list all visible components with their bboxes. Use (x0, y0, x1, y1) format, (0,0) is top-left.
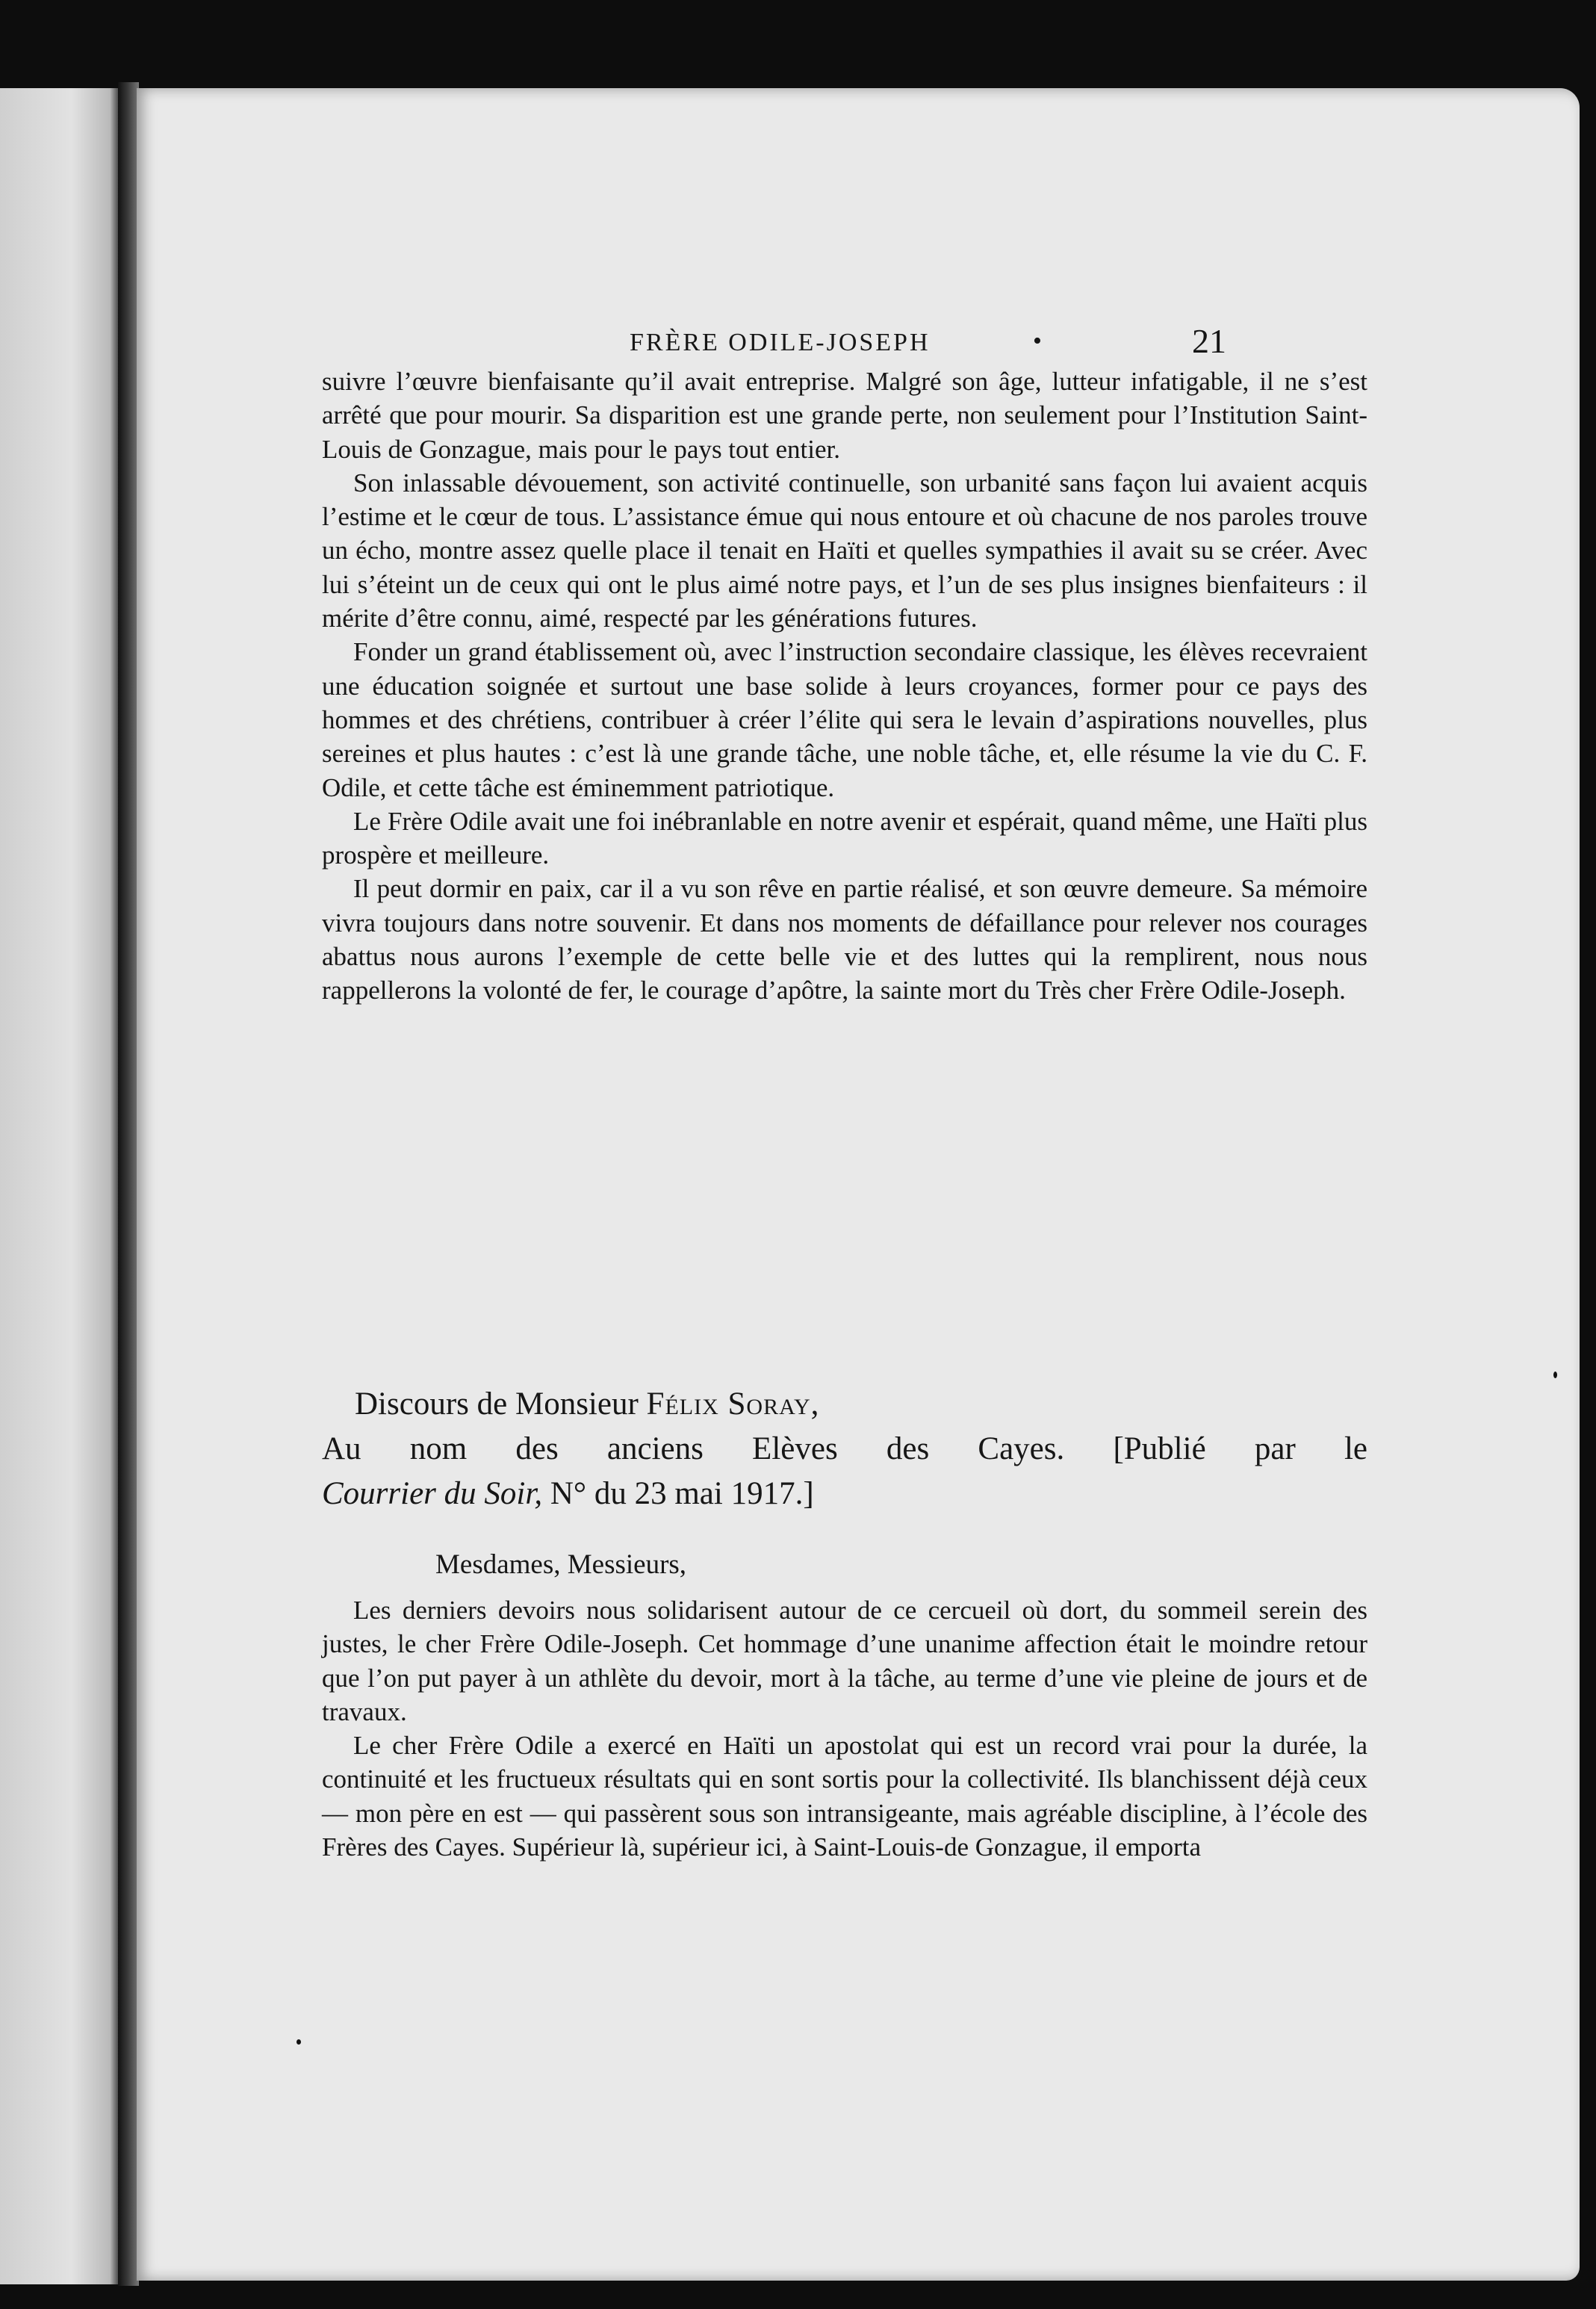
paragraph: Il peut dormir en paix, car il a vu son rêve en partie réalisé, et son œuvre demeure. Sa mémoire vivra toujours dans notre souvenir. Et dans nos moments de défaillance pour relever nos courages abattus nous aurons l’exemple de cette belle vie et des luttes qui la remplirent, nous nous rappellerons la volonté de fer, le courage d’apôtre, la sainte mort du Très cher Frère Odile-Joseph. (322, 874, 1367, 1005)
header-separator: • (1033, 327, 1042, 355)
speaker-name: Félix Soray, (646, 1386, 820, 1422)
speech-heading-line2: Au nom des anciens Elèves des Cayes. [Publié par le (322, 1431, 1367, 1466)
speech-heading-line3 (322, 1472, 1367, 1516)
speech-heading (322, 1382, 1367, 1516)
publication-date: N° du 23 mai 1917.] (542, 1476, 814, 1511)
book-page (137, 88, 1580, 2281)
speech-text (322, 1593, 1367, 1864)
speech-heading-line1 (322, 1382, 1367, 1427)
page-number: 21 (1192, 322, 1226, 360)
paragraph: Le cher Frère Odile a exercé en Haïti un apostolat qui est un record vrai pour la durée, la continuité et les fructueux résultats qui en sont sortis pour la collectivité. Ils blanchissent déjà ceux — mon père en est — qui passèrent sous son intransigeante, mais agréable discipline, à l’école des Frères des Cayes. Supérieur là, supérieur ici, à Saint-Louis-de Gonzague, il emporta (322, 1731, 1367, 1862)
ink-speck (296, 2039, 301, 2045)
facing-page-edge (0, 88, 119, 2284)
paragraph: suivre l’œuvre bienfaisante qu’il avait entreprise. Malgré son âge, lutteur infatigable, il ne s’est arrêté que pour mourir. Sa disparition est une grande perte, non seulement pour l’Institution Saint-Louis de Gonzague, mais pour le pays tout entier. (322, 367, 1367, 464)
paragraph: Fonder un grand établissement où, avec l’instruction secondaire classique, les élèves recevraient une éducation soignée et surtout une base solide à leurs croyances, former pour ce pays des hommes et des chrétiens, contribuer à créer l’élite qui sera le levain d’aspirations nouvelles, plus sereines et plus hautes : c’est là une grande tâche, une noble tâche, et, elle résume la vie du C. F. Odile, et cette tâche est éminemment patriotique. (322, 637, 1367, 802)
running-title: FRÈRE ODILE-JOSEPH (630, 329, 931, 356)
page-header (137, 312, 1580, 365)
newspaper-name: Courrier du Soir, (322, 1476, 543, 1511)
ink-speck (1553, 1372, 1557, 1378)
salutation: Mesdames, Messieurs, (435, 1549, 687, 1580)
paragraph: Son inlassable dévouement, son activité continuelle, son urbanité sans façon lui avaient acquis l’estime et le cœur de tous. L’assistance émue qui nous entoure et où chacune de nos paroles trouve un écho, montre assez quelle place il tenait en Haïti et quelles sympathies il avait su se créer. Avec lui s’éteint un de ceux qui ont le plus aimé notre pays, et l’un de ses plus insignes bienfaiteurs : il mérite d’être connu, aimé, respecté par les générations futures. (322, 468, 1367, 633)
body-text (322, 365, 1367, 1008)
paragraph: Le Frère Odile avait une foi inébranlable en notre avenir et espérait, quand même, une Haïti plus prospère et meilleure. (322, 806, 1367, 870)
speech-heading-prefix: Discours de Monsieur (355, 1386, 639, 1422)
book-gutter (118, 82, 139, 2286)
paragraph: Les derniers devoirs nous solidarisent autour de ce cercueil où dort, du sommeil serein des justes, le cher Frère Odile-Joseph. Cet hommage d’une unanime affection était le moindre retour que l’on put payer à un athlète du devoir, mort à la tâche, au terme d’une vie pleine de jours et de travaux. (322, 1596, 1367, 1726)
